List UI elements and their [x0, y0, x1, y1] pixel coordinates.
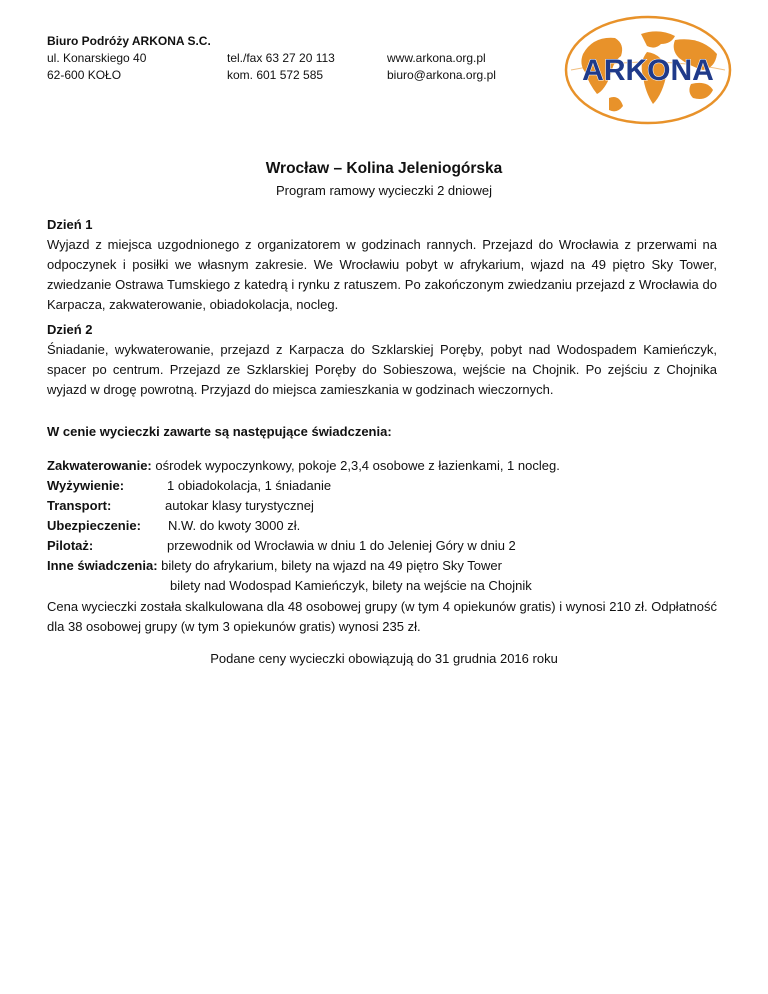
day-1-heading: Dzień 1	[47, 217, 93, 232]
arkona-logo	[563, 14, 733, 126]
company-website[interactable]: www.arkona.org.pl	[387, 51, 486, 65]
benefit-row	[47, 476, 124, 496]
benefit-value: bilety do afrykarium, bilety na wjazd na 49 piętro Sky Tower	[161, 558, 502, 573]
benefit-row	[47, 496, 111, 516]
company-city: 62-600 KOŁO	[47, 68, 122, 82]
validity-note: Podane ceny wycieczki obowiązują do 31 grudnia 2016 roku	[210, 651, 558, 666]
logo-text: ARKONA	[582, 54, 714, 87]
company-email[interactable]: biuro@arkona.org.pl	[387, 68, 496, 82]
company-address	[47, 33, 211, 84]
benefit-row	[47, 556, 502, 576]
company-mobile: kom. 601 572 585	[227, 68, 324, 82]
company-phones	[227, 50, 335, 84]
benefit-label: Wyżywienie:	[47, 478, 125, 493]
company-name: Biuro Podróży ARKONA S.C.	[47, 34, 211, 48]
benefit-label: Pilotaż:	[47, 538, 94, 553]
benefit-value: przewodnik od Wrocławia w dniu 1 do Jeleniej Góry w dniu 2	[167, 538, 516, 553]
benefit-value: ośrodek wypoczynkowy, pokoje 2,3,4 osobowe z łazienkami, 1 nocleg.	[155, 458, 560, 473]
benefit-value: autokar klasy turystycznej	[165, 498, 314, 513]
company-web	[387, 50, 496, 84]
day-1-section	[47, 215, 717, 315]
benefit-row	[47, 536, 93, 556]
benefit-label: Ubezpieczenie:	[47, 518, 141, 533]
benefit-row	[47, 516, 141, 536]
page-title: Wrocław – Kolina Jeleniogórska	[265, 160, 503, 177]
page-subtitle: Program ramowy wycieczki 2 dniowej	[275, 183, 492, 198]
benefit-value: N.W. do kwoty 3000 zł.	[168, 518, 301, 533]
company-street: ul. Konarskiego 40	[47, 51, 147, 65]
benefit-label: Inne świadczenia:	[47, 558, 158, 573]
day-2-text: Śniadanie, wykwaterowanie, przejazd z Karpacza do Szklarskiej Poręby, pobyt nad Wodospadem Kamieńczyk, spacer po centrum. Przejazd ze Szklarskiej Poręby do Sobieszowa, wejście na Chojnik. Po zejściu z Chojnika wyjazd w drogę powrotną. Przyjazd do miejsca zamieszkania w godzinach wieczornych.	[47, 342, 717, 397]
day-2-heading: Dzień 2	[47, 322, 93, 337]
benefit-row	[47, 456, 560, 476]
benefit-label: Zakwaterowanie:	[47, 458, 152, 473]
day-2-section	[47, 320, 717, 400]
day-1-text: Wyjazd z miejsca uzgodnionego z organizatorem w godzinach rannych. Przejazd do Wrocławia z przerwami na odpoczynek i posiłki we własnym zakresie. We Wrocławiu pobyt w afrykarium, wjazd na 49 piętro Sky Tower, zwiedzanie Ostrawa Tumskiego z katedrą i rynku z ratuszem. Po zakończonym zwiedzaniu przejazd z Wrocławia do Karpacza, zakwaterowanie, obiadokolacja, nocleg.	[47, 237, 717, 312]
benefit-value: 1 obiadokolacja, 1 śniadanie	[167, 478, 332, 493]
benefits-heading: W cenie wycieczki zawarte są następujące świadczenia:	[47, 424, 392, 439]
benefit-continuation: bilety nad Wodospad Kamieńczyk, bilety na wejście na Chojnik	[170, 578, 532, 593]
benefit-label: Transport:	[47, 498, 112, 513]
pricing-text: Cena wycieczki została skalkulowana dla 48 osobowej grupy (w tym 4 opiekunów gratis) i wynosi 210 zł. Odpłatność dla 38 osobowej grupy (w tym 3 opiekunów gratis) wynosi 235 zł.	[47, 599, 717, 634]
company-phone: tel./fax 63 27 20 113	[227, 51, 335, 65]
